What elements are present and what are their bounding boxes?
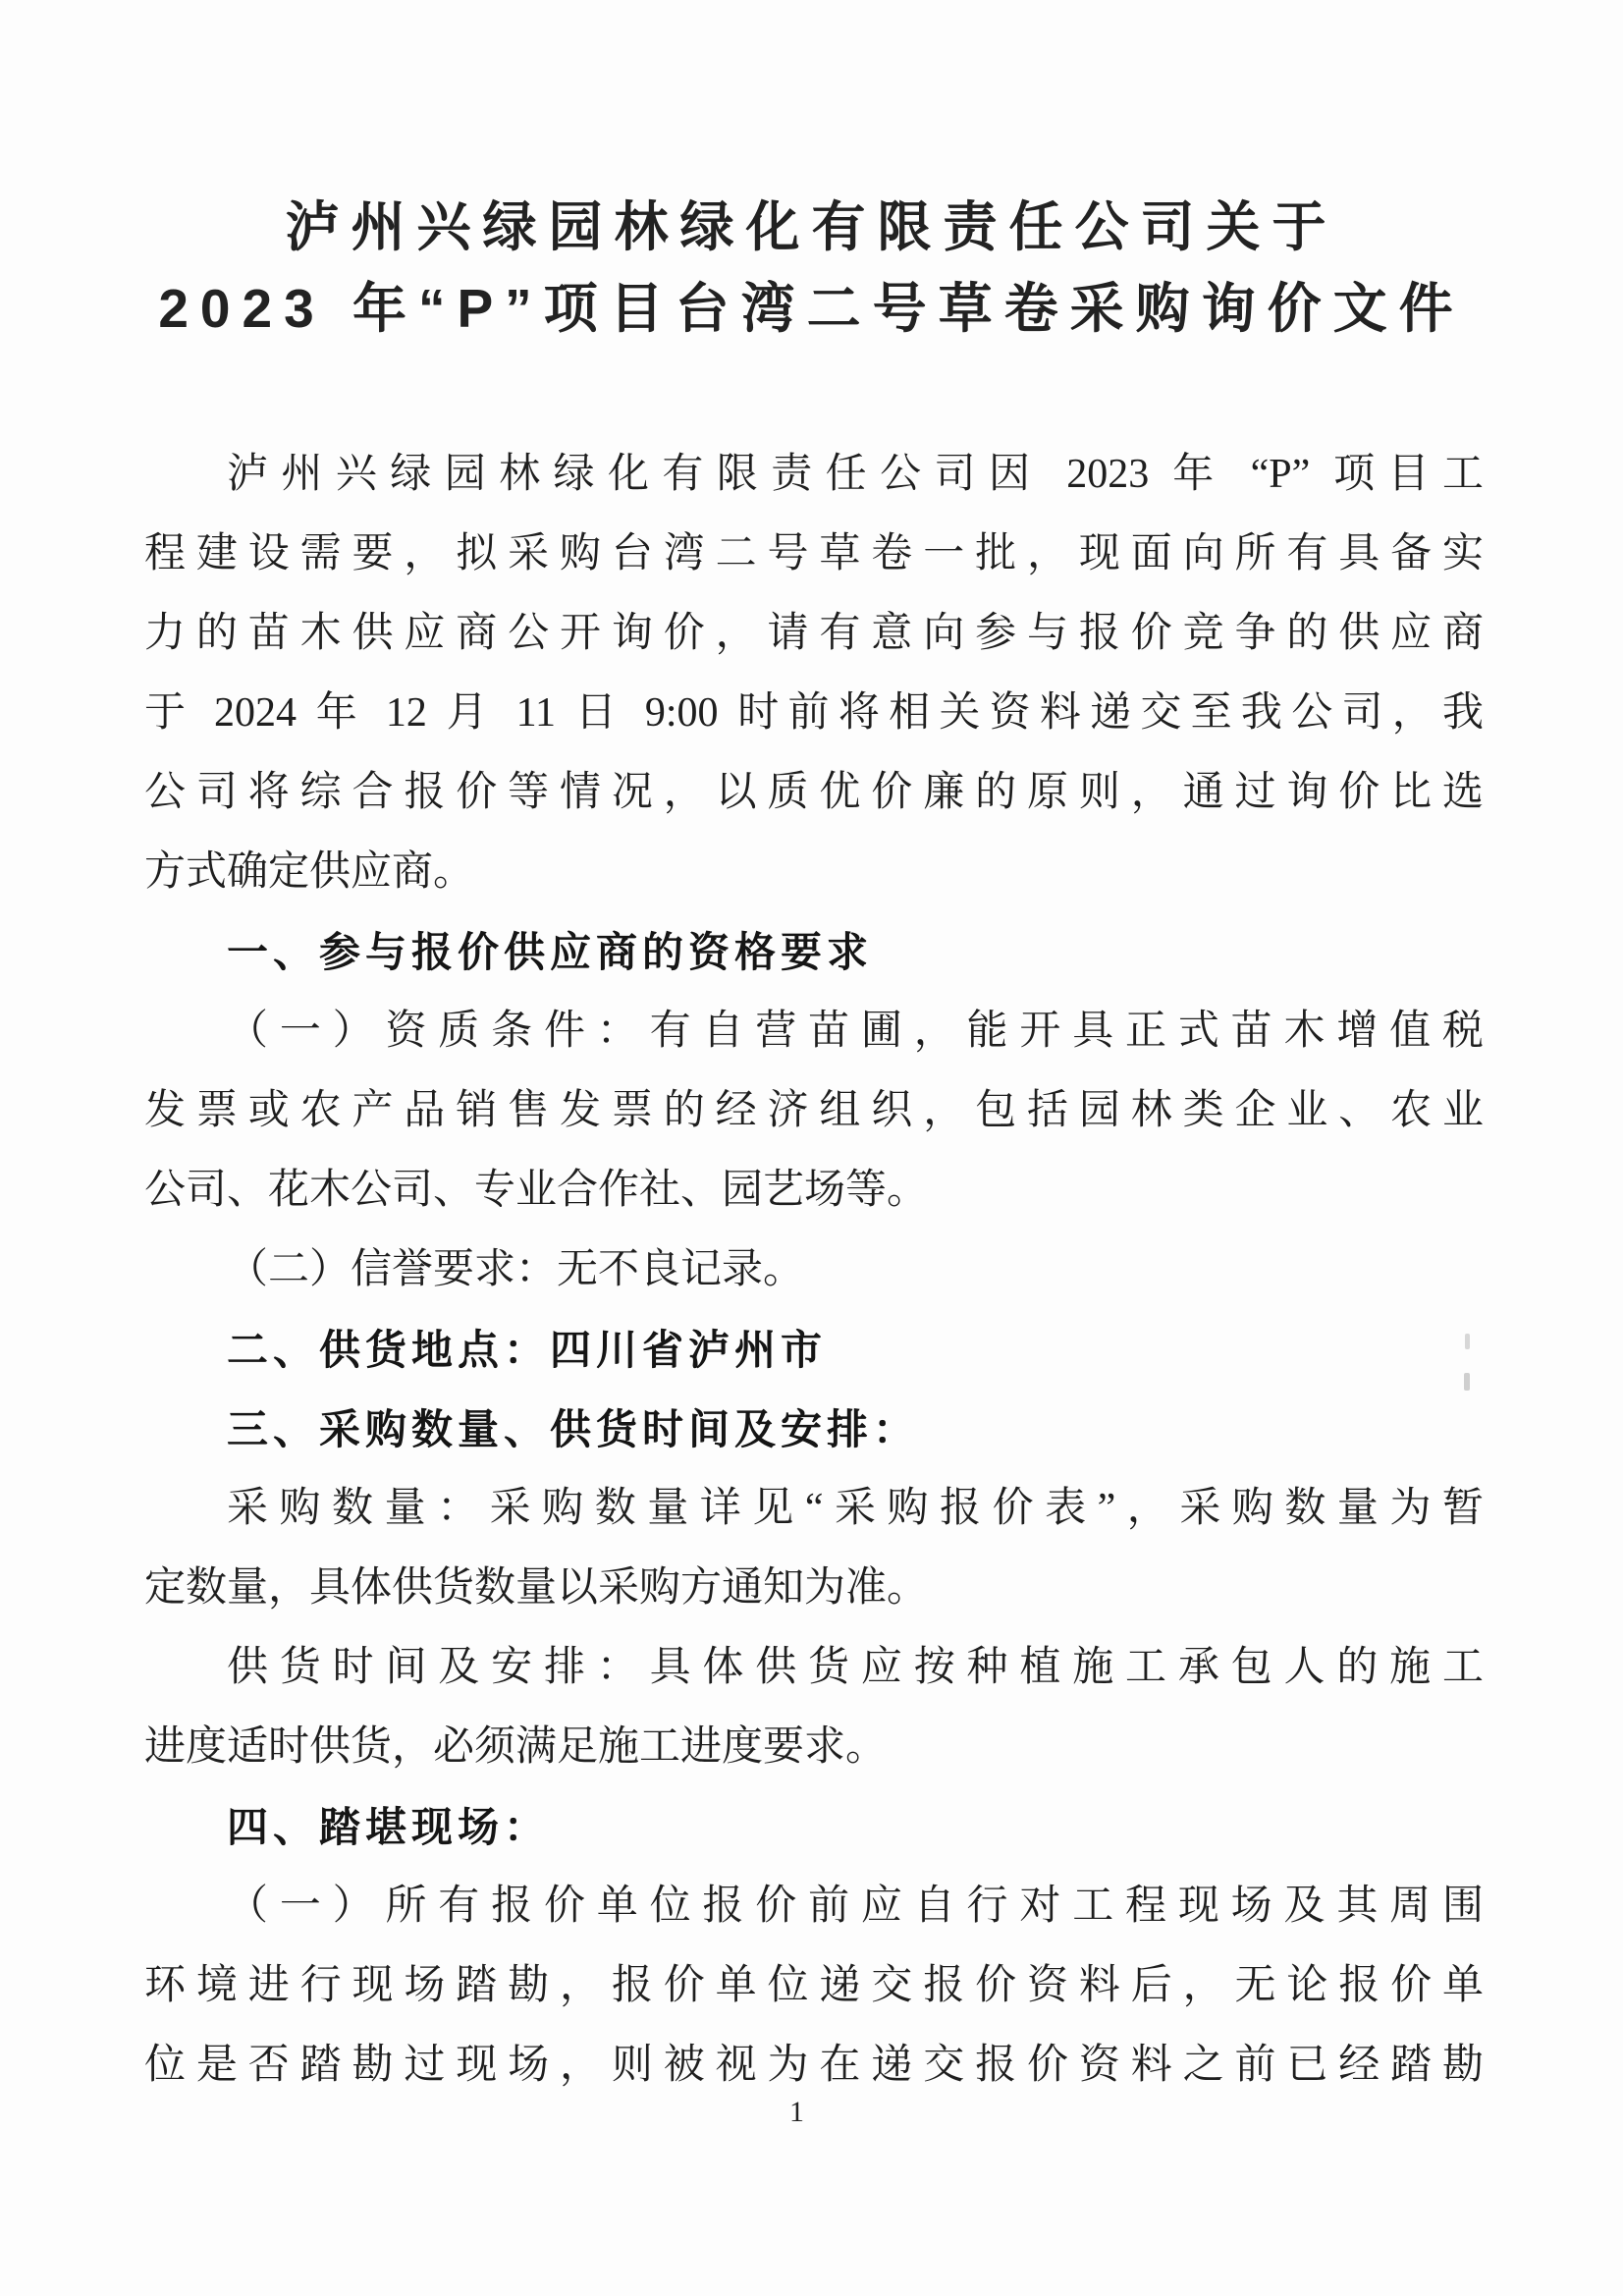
document-title-line-1: 泸州兴绿园林绿化有限责任公司关于 [285, 196, 1338, 257]
document-line: （二）信誉要求：无不良记录。 [227, 1247, 805, 1292]
section-heading: 二、供货地点：四川省泸州市 [227, 1327, 828, 1373]
document-line: 方式确定供应商。 [144, 849, 475, 895]
section-heading: 三、采购数量、供货时间及安排： [227, 1406, 920, 1452]
document-line: 供货时间及安排：具体供货应按种植施工承包人的施工 [227, 1645, 1484, 1690]
document-line: （一）资质条件：有自营苗圃，能开具正式苗木增值税 [227, 1009, 1484, 1054]
document-line: 程建设需要，拟采购台湾二号草卷一批，现面向所有具备实 [144, 531, 1484, 576]
document-line: 位是否踏勘过现场，则被视为在递交报价资料之前已经踏勘 [144, 2043, 1484, 2088]
document-line: 采购数量：采购数量详见“采购报价表”，采购数量为暂 [227, 1486, 1484, 1531]
document-line: 力的苗木供应商公开询价，请有意向参与报价竞争的供应商 [144, 611, 1484, 656]
section-heading: 四、踏堪现场： [227, 1804, 551, 1850]
section-heading: 一、参与报价供应商的资格要求 [227, 929, 874, 975]
document-line: 公司将综合报价等情况，以质优价廉的原则，通过询价比选 [144, 770, 1484, 815]
document-line: 定数量，具体供货数量以采购方通知为准。 [144, 1565, 929, 1611]
document-line: 公司、花木公司、专业合作社、园艺场等。 [144, 1168, 929, 1213]
document-title-line-2: 2023 年“P”项目台湾二号草卷采购询价文件 [158, 278, 1465, 339]
scan-speck-artifact [1465, 1334, 1470, 1349]
document-line: 于 2024 年 12 月 11 日 9:00 时前将相关资料递交至我公司，我 [144, 690, 1484, 736]
document-line: 泸州兴绿园林绿化有限责任公司因 2023 年 “P” 项目工 [227, 452, 1484, 497]
document-body [144, 435, 1484, 2105]
scan-speck-artifact [1464, 1373, 1470, 1391]
document-line: 发票或农产品销售发票的经济组织，包括园林类企业、农业 [144, 1088, 1484, 1133]
document-title [0, 0, 1623, 350]
document-line: （一）所有报价单位报价前应自行对工程现场及其周围 [227, 1884, 1484, 1929]
page-number: 1 [789, 2096, 804, 2128]
document-line: 进度适时供货，必须满足施工进度要求。 [144, 1724, 888, 1770]
document-line: 环境进行现场踏勘，报价单位递交报价资料后，无论报价单 [144, 1963, 1484, 2008]
